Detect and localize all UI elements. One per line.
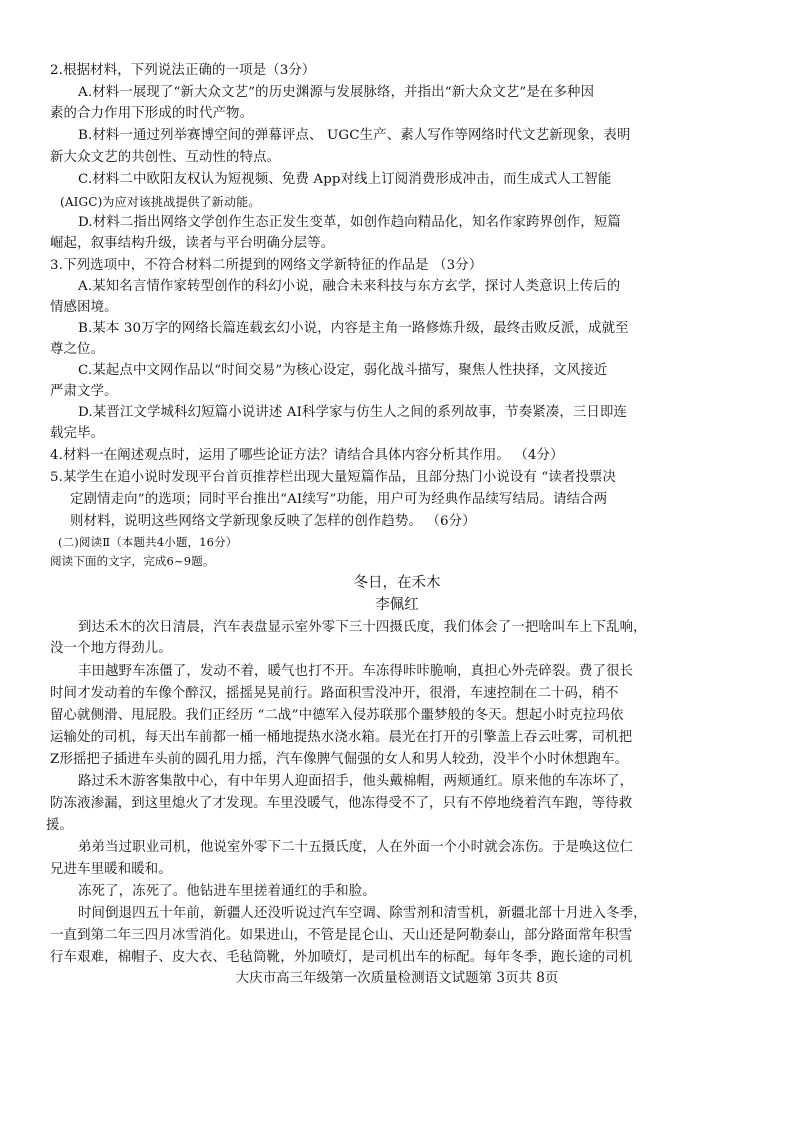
article-title: 冬日，在禾木 — [353, 575, 441, 591]
question-2-stem: 2.根据材料，下列说法正确的一项是（3分） — [50, 63, 316, 78]
article-paragraph-4: 弟弟当过职业司机，他说室外零下二十五摄氏度，人在外面一个小时就会冻伤。于是唤这位仁 — [78, 840, 634, 855]
question-3-option-b: B.某本 30万字的网络长篇连载玄幻小说，内容是主角一路修炼升级，最终击败反派，成就至 — [78, 321, 629, 336]
question-5-line-3: 则材料，说明这些网络文学新现象反映了怎样的创作趋势。 （6分） — [70, 514, 476, 529]
question-3-option-b-cont: 尊之位。 — [50, 342, 105, 357]
article-paragraph-5: 冻死了，冻死了。他钻进车里搓着通红的手和脸。 — [78, 884, 376, 899]
question-5-line-2: 定剧情走向”的选项；同时平台推出“AI续写”功能，用户可为经典作品续写结局。请结合两 — [70, 492, 608, 507]
article-paragraph-2-line-2: 时间才发动着的车像个醉汉，摇摇晃晃前行。路面积雪没冲开，很滑，车速控制在二十码，稍不 — [50, 686, 619, 701]
question-3-option-a-cont: 情感困境。 — [50, 300, 118, 315]
article-paragraph-4-cont: 兄进车里暖和暖和。 — [50, 862, 172, 877]
article-paragraph-3: 路过禾木游客集散中心，有中年男人迎面招手，他头戴棉帽，两颊通红。原来他的车冻坏了， — [78, 774, 634, 789]
article-paragraph-6-line-3: 行车艰难，棉帽子、皮大衣、毛毡筒靴，外加喷灯，是司机出车的标配。每年冬季，跑长途的司机 — [50, 950, 633, 965]
article-paragraph-2-line-5: Z形摇把子插进车头前的圆孔用力摇，汽车像脾气倔强的女人和男人较劲，没半个小时休想跑车。 — [50, 752, 629, 767]
article-author: 李佩红 — [375, 597, 419, 613]
question-2-option-b-cont: 新大众文艺的共创性、互动性的特点。 — [50, 150, 281, 165]
question-3-stem: 3.下列选项中，不符合材料二所提到的网络文学新特征的作品是 （3分） — [50, 258, 483, 273]
question-2-option-d: D.材料二指出网络文学创作生态正发生变革，如创作趋向精品化，知名作家跨界创作，短篇 — [78, 215, 621, 230]
question-2-option-d-cont: 崛起，叙事结构升级，读者与平台明确分层等。 — [50, 236, 335, 251]
article-paragraph-6-line-2: 一直到第二年三四月冰雪消化。如果进山，不管是昆仑山、天山还是阿勒泰山，部分路面常年积雪 — [50, 928, 633, 943]
question-3-option-d-cont: 载完毕。 — [50, 426, 105, 441]
question-5-line-1: 5.某学生在追小说时发现平台首页推荐栏出现大量短篇作品，且部分热门小说设有 “读者投票决 — [50, 470, 617, 485]
question-4: 4.材料一在阐述观点时，运用了哪些论证方法？请结合具体内容分析其作用。 （4分） — [50, 448, 564, 463]
article-paragraph-2-line-4: 运输处的司机，每天出车前都一桶一桶地提热水浇水箱。晨光在打开的引擎盖上吞云吐雾，司机把 — [50, 730, 633, 745]
question-2-option-c-cont: (AIGC)为应对该挑战提供了新动能。 — [60, 195, 261, 209]
article-paragraph-3-line-2: 防冻液渗漏，到这里熄火了才发现。车里没暖气，他冻得受不了，只有不停地绕着汽车跑，等待救 — [50, 796, 633, 811]
question-3-option-a: A.某知名言情作家转型创作的科幻小说，融合未来科技与东方玄学，探讨人类意识上传后的 — [78, 279, 621, 294]
article-paragraph-2: 丰田越野车冻僵了，发动不着，暖气也打不开。车冻得咔咔脆响，真担心外壳碎裂。费了很长 — [78, 664, 634, 679]
question-2-option-a: A.材料一展现了“新大众文艺”的历史渊源与发展脉络，并指出“新大众文艺”是在多种因 — [78, 85, 595, 100]
question-2-option-b: B.材料一通过列举赛博空间的弹幕评点、 UGC生产、素人写作等网络时代文艺新现象，表明 — [78, 128, 631, 143]
article-paragraph-1: 到达禾木的次日清晨，汽车表盘显示室外零下三十四摄氏度，我们体会了一把啥叫车上下乱响， — [78, 620, 647, 635]
article-paragraph-6: 时间倒退四五十年前，新疆人还没听说过汽车空调、除雪剂和清雪机，新疆北部十月进入冬季， — [78, 906, 647, 921]
question-2-option-a-cont: 素的合力作用下形成的时代产物。 — [50, 106, 254, 121]
question-3-option-c: C.某起点中文网作品以“时间交易”为核心设定，弱化战斗描写，聚焦人性抉择，文风接近 — [78, 363, 608, 378]
reading-instruction: 阅读下面的文字，完成6~9题。 — [50, 554, 215, 568]
question-3-option-d: D.某晋江文学城科幻短篇小说讲述 AI科学家与仿生人之间的系列故事，节奏紧凑，三日即连 — [78, 405, 628, 420]
article-paragraph-3-line-3: 援。 — [46, 818, 74, 833]
section-heading: (二)阅读Ⅱ（本题共4小题，16分） — [58, 535, 238, 549]
question-3-option-c-cont: 严肃文学。 — [50, 384, 118, 399]
article-paragraph-1-cont: 没一个地方得劲儿。 — [50, 641, 172, 656]
article-paragraph-2-line-3: 留心就侧滑、甩屁股。我们正经历 “二战”中德军入侵苏联那个噩梦般的冬天。想起小时克拉玛依 — [50, 708, 624, 723]
page-footer: 大庆市高三年级第一次质量检测语文试题第 3页共 8页 — [235, 970, 559, 986]
question-2-option-c: C.材料二中欧阳友权认为短视频、免费 App对线上订阅消费形成冲击，而生成式人工智能 — [78, 172, 612, 187]
